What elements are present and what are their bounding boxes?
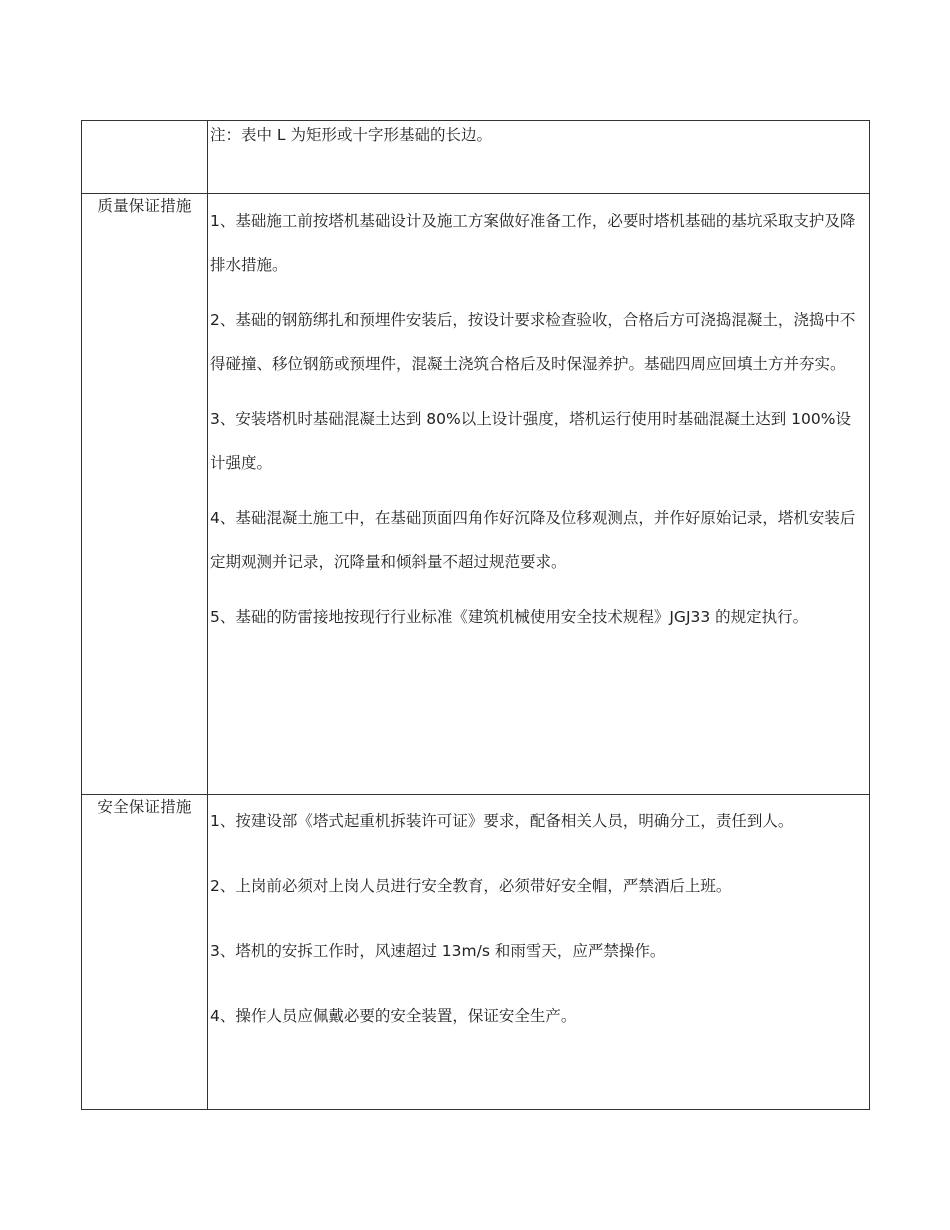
quality-label-cell	[82, 194, 208, 795]
safety-label: 安全保证措施	[97, 798, 192, 816]
safety-item-4: 4、操作人员应佩戴必要的安全装置，保证安全生产。	[210, 1007, 577, 1025]
table-note: 注：表中 L 为矩形或十字形基础的长边。	[210, 126, 492, 144]
quality-item-4: 4、基础混凝土施工中，在基础顶面四角作好沉降及位移观测点，并作好原始记录，塔机安装后定期观测并记录，沉降量和倾斜量不超过规范要求。	[210, 509, 856, 571]
quality-row	[82, 194, 870, 795]
quality-item-1: 1、基础施工前按塔机基础设计及施工方案做好准备工作，必要时塔机基础的基坑采取支护及降排水措施。	[210, 212, 856, 274]
measures-table	[81, 120, 870, 1110]
safety-list	[208, 795, 869, 1039]
safety-item-2: 2、上岗前必须对上岗人员进行安全教育，必须带好安全帽，严禁酒后上班。	[210, 877, 732, 895]
note-cell	[208, 121, 870, 194]
quality-item-2: 2、基础的钢筋绑扎和预埋件安装后，按设计要求检查验收，合格后方可浇捣混凝土，浇捣中不得碰撞、移位钢筋或预埋件，混凝土浇筑合格后及时保湿养护。基础四周应回填土方并夯实。	[210, 311, 856, 373]
note-row-label-cell	[82, 121, 208, 194]
safety-label-cell	[82, 795, 208, 1110]
quality-list	[208, 194, 869, 639]
quality-item-5: 5、基础的防雷接地按现行行业标准《建筑机械使用安全技术规程》JGJ33 的规定执行。	[210, 608, 809, 626]
safety-item-1: 1、按建设部《塔式起重机拆装许可证》要求，配备相关人员，明确分工，责任到人。	[210, 812, 794, 830]
note-row	[82, 121, 870, 194]
safety-item-3: 3、塔机的安拆工作时，风速超过 13m/s 和雨雪天，应严禁操作。	[210, 942, 666, 960]
quality-label: 质量保证措施	[97, 197, 192, 215]
quality-content-cell	[208, 194, 870, 795]
safety-row	[82, 795, 870, 1110]
quality-item-3: 3、安装塔机时基础混凝土达到 80%以上设计强度，塔机运行使用时基础混凝土达到 100%设计强度。	[210, 410, 851, 472]
safety-content-cell	[208, 795, 870, 1110]
